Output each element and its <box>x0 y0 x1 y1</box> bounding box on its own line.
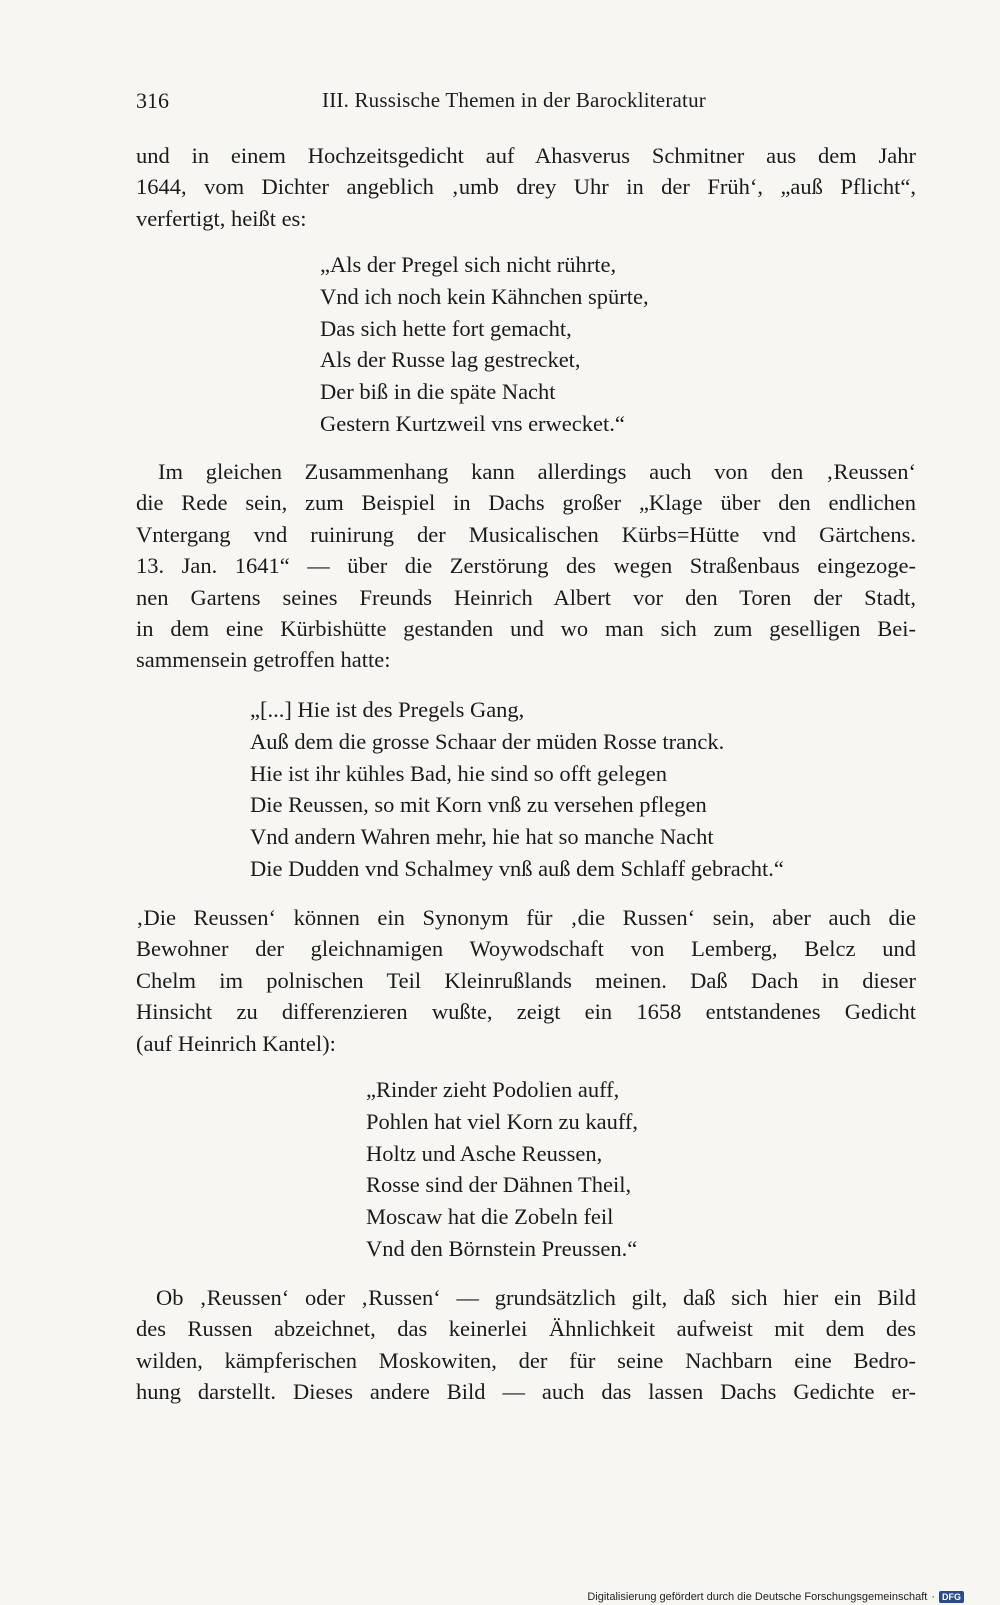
verse-line: Der biß in die späte Nacht <box>320 379 556 405</box>
verse-line: Das sich hette fort gemacht, <box>320 315 572 341</box>
verse-line: „Rinder zieht Podolien auff, <box>366 1077 620 1102</box>
text-line: 1644, vom Dichter angeblich ‚umb drey Uhr in der Früh‘, „auß Pflicht“, <box>136 174 916 200</box>
text-line: verfertigt, heißt es: <box>136 205 307 231</box>
dfg-logo-icon: DFG <box>939 1591 964 1603</box>
running-head: III. Russische Themen in der Barockliteratur <box>322 88 706 112</box>
text-line: Hinsicht zu differenzieren wußte, zeigt ein 1658 entstandenes Gedicht <box>136 999 916 1025</box>
page-number: 316 <box>136 88 169 113</box>
text-line: und in einem Hochzeitsgedicht auf Ahasverus Schmitner aus dem Jahr <box>136 143 916 168</box>
text-line: nen Gartens seines Freunds Heinrich Albert vor den Toren der Stadt, <box>136 584 916 610</box>
paragraph-2 <box>136 456 916 676</box>
verse-quote-1 <box>320 249 649 440</box>
paragraph-4 <box>136 1282 916 1408</box>
text-line: Chelm im polnischen Teil Kleinrußlands meinen. Daß Dach in dieser <box>136 967 916 993</box>
verse-line: Als der Russe lag gestrecket, <box>320 347 581 373</box>
paragraph-3 <box>136 902 916 1059</box>
paragraph-1 <box>136 140 916 234</box>
text-line: des Russen abzeichnet, das keinerlei Ähnlichkeit aufweist mit dem des <box>136 1316 916 1342</box>
text-line: Vntergang vnd ruinirung der Musicalischen Kürbs=Hütte vnd Gärtchens. <box>136 521 916 547</box>
text-line: ‚Die Reussen‘ können ein Synonym für ‚die Russen‘ sein, aber auch die <box>136 905 916 930</box>
text-line: 13. Jan. 1641“ — über die Zerstörung des wegen Straßenbaus eingezoge- <box>136 553 916 579</box>
verse-line: Moscaw hat die Zobeln feil <box>366 1204 614 1230</box>
text-line: hung darstellt. Dieses andere Bild — auch das lassen Dachs Gedichte er- <box>136 1379 916 1405</box>
verse-quote-3 <box>366 1074 638 1265</box>
verse-line: „[...] Hie ist des Pregels Gang, <box>250 697 525 722</box>
verse-line: Gestern Kurtzweil vns erwecket.“ <box>320 410 625 436</box>
verse-line: Vnd den Börnstein Preussen.“ <box>366 1235 638 1261</box>
text-line: die Rede sein, zum Beispiel in Dachs großer „Klage über den endlichen <box>136 490 916 516</box>
text-line: wilden, kämpferischen Moskowiten, der für seine Nachbarn eine Bedro- <box>136 1347 916 1373</box>
verse-line: Holtz und Asche Reussen, <box>366 1140 603 1166</box>
verse-line: Pohlen hat viel Korn zu kauff, <box>366 1108 639 1134</box>
text-line: Im gleichen Zusammenhang kann allerdings auch von den ‚Reussen‘ <box>158 459 916 484</box>
footer-text: Digitalisierung gefördert durch die Deutsche Forschungsgemeinschaft <box>587 1591 928 1603</box>
verse-line: Hie ist ihr kühles Bad, hie sind so offt gelegen <box>250 760 668 786</box>
text-line: Bewohner der gleichnamigen Woywodschaft von Lemberg, Belcz und <box>136 936 916 962</box>
verse-line: Die Dudden vnd Schalmey vnß auß dem Schlaff gebracht.“ <box>250 855 784 881</box>
text-line: sammensein getroffen hatte: <box>136 647 391 673</box>
text-line: Ob ‚Reussen‘ oder ‚Russen‘ — grundsätzlich gilt, daß sich hier ein Bild <box>156 1285 916 1310</box>
verse-quote-2 <box>250 694 784 885</box>
verse-line: Die Reussen, so mit Korn vnß zu versehen pflegen <box>250 792 707 818</box>
verse-line: Auß dem die grosse Schaar der müden Rosse tranck. <box>250 728 725 754</box>
digitization-footer: Digitalisierung gefördert durch die Deutsche Forschungsgemeinschaft · DFG <box>587 1591 964 1603</box>
verse-line: Vnd ich noch kein Kähnchen spürte, <box>320 283 649 309</box>
text-line: (auf Heinrich Kantel): <box>136 1030 336 1056</box>
page-header <box>136 88 916 128</box>
text-line: in dem eine Kürbishütte gestanden und wo man sich zum geselligen Bei- <box>136 616 916 642</box>
verse-line: Vnd andern Wahren mehr, hie hat so manche Nacht <box>250 824 714 850</box>
verse-line: Rosse sind der Dähnen Theil, <box>366 1172 632 1198</box>
verse-line: „Als der Pregel sich nicht rührte, <box>320 252 617 277</box>
